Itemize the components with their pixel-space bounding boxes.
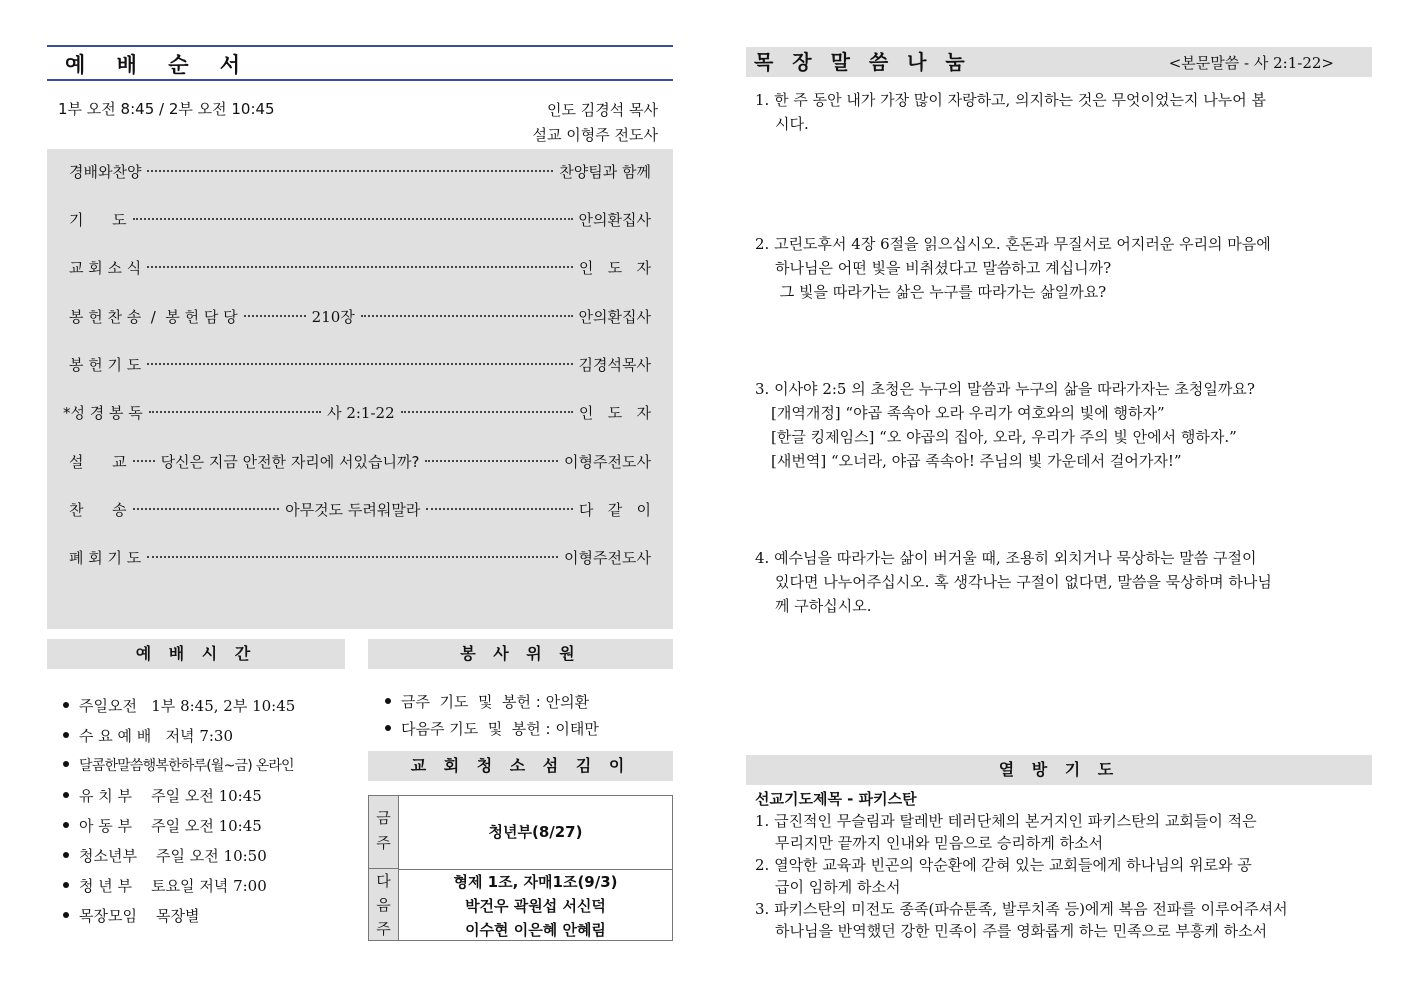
question-line: 하나님은 어떤 빛을 비취셨다고 말씀하고 계십니까? xyxy=(775,259,1112,277)
next-week-line: 박건우 곽원섭 서신덕 xyxy=(465,897,606,915)
order-label: 찬 송 xyxy=(69,500,127,519)
next-week-team xyxy=(399,870,672,942)
list-item: 아 동 부 주일 오전 10:45 xyxy=(79,817,262,835)
prayer-line: 2. 열악한 교육과 빈곤의 악순환에 갇혀 있는 교회들에게 하나님의 위로와 공 xyxy=(755,856,1252,874)
list-item: 금주 기도 및 봉헌 : 안의환 xyxy=(401,693,590,711)
cleaning-title: 교 회 청 소 섬 김 이 xyxy=(368,751,673,781)
order-row xyxy=(69,256,651,278)
question-line: 그 빛을 따라가는 삶은 누구를 따라가는 삶일까요? xyxy=(775,283,1107,301)
sharing-title: 목 장 말 씀 나 눔 xyxy=(754,50,971,74)
next-week-line: 이수현 이은혜 안혜림 xyxy=(465,921,606,939)
order-right: 이형주전도사 xyxy=(564,548,651,567)
this-week-label: 금 주 xyxy=(369,796,399,869)
order-row xyxy=(69,546,651,568)
order-row xyxy=(69,498,651,520)
order-row xyxy=(69,208,651,230)
order-label: 경배와찬양 xyxy=(69,162,142,181)
list-item: 달콤한말씀행복한하루(월~금) 온라인 xyxy=(79,758,294,774)
order-right: 인 도 자 xyxy=(578,258,651,277)
next-week-line: 형제 1조, 자매1조(9/3) xyxy=(453,873,618,891)
worship-time: 1부 오전 8:45 / 2부 오전 10:45 xyxy=(58,100,275,118)
order-mid: 210장 xyxy=(311,307,355,326)
servants-title: 봉 사 위 원 xyxy=(368,639,673,669)
order-row xyxy=(69,450,651,472)
prayer-line: 3. 파키스탄의 미전도 종족(파슈툰족, 발루치족 등)에게 복음 전파를 이루어주셔서 xyxy=(755,900,1288,918)
order-label: *성 경 봉 독 xyxy=(63,403,143,422)
order-mid: 당신은 지금 안전한 자리에 서있습니까? xyxy=(160,452,420,471)
sharing-header xyxy=(746,47,1372,77)
order-label: 봉 헌 기 도 xyxy=(69,355,142,374)
list-item: 청소년부 주일 오전 10:50 xyxy=(79,847,267,865)
question-line: 시다. xyxy=(775,115,809,133)
prayer-title: 열 방 기 도 xyxy=(746,755,1372,785)
leader: 인도 김경석 목사 xyxy=(547,101,658,119)
question-3 xyxy=(755,377,1365,473)
this-week-team: 청년부(8/27) xyxy=(399,796,672,870)
order-right: 다 같 이 xyxy=(578,500,651,519)
question-line: 있다면 나누어주십시오. 혹 생각나는 구절이 없다면, 말씀을 묵상하며 하나님 xyxy=(775,573,1272,591)
list-item: 다음주 기도 및 봉헌 : 이태만 xyxy=(401,720,599,738)
order-right: 김경석목사 xyxy=(578,355,651,374)
prayer-heading: 선교기도제목 - 파키스탄 xyxy=(755,790,917,808)
order-row xyxy=(69,353,651,375)
question-line: [새번역] “오너라, 야곱 족속아! 주님의 빛 가운데서 걸어가자!” xyxy=(771,452,1182,470)
order-mid: 사 2:1-22 xyxy=(327,403,395,422)
order-right: 안의환집사 xyxy=(578,210,651,229)
list-item: 목장모임 목장별 xyxy=(79,907,200,925)
worship-order-box xyxy=(47,149,673,629)
scripture-ref: <본문말씀 - 사 2:1-22> xyxy=(1168,54,1334,72)
worship-order-title: 예 배 순 서 xyxy=(47,45,673,81)
order-label: 교 회 소 식 xyxy=(69,258,142,277)
order-row xyxy=(63,401,651,423)
order-row xyxy=(69,160,651,182)
prayer-line: 무리지만 끝까지 인내와 믿음으로 승리하게 하소서 xyxy=(775,834,1104,852)
question-line: 1. 한 주 동안 내가 가장 많이 자랑하고, 의지하는 것은 무엇이었는지 나누어 봅 xyxy=(755,91,1266,109)
prayer-line: 1. 급진적인 무슬림과 탈레반 테러단체의 본거지인 파키스탄의 교회들이 적은 xyxy=(755,812,1257,830)
order-right: 인 도 자 xyxy=(578,403,652,422)
question-line: [개역개정] “야곱 족속아 오라 우리가 여호와의 빛에 행하자” xyxy=(771,404,1165,422)
question-line: 4. 예수님을 따라가는 삶이 버거울 때, 조용히 외치거나 묵상하는 말씀 구절이 xyxy=(755,549,1257,567)
order-right: 찬양팀과 함께 xyxy=(559,162,651,181)
prayer-body xyxy=(755,788,1367,942)
prayer-line: 하나님을 반역했던 강한 민족이 주를 영화롭게 하는 민족으로 부흥케 하소서 xyxy=(775,922,1268,940)
question-4 xyxy=(755,546,1365,618)
question-line: 2. 고린도후서 4장 6절을 읽으십시오. 혼돈과 무질서로 어지러운 우리의 마음에 xyxy=(755,235,1271,253)
order-right: 이형주전도사 xyxy=(564,452,651,471)
preacher: 설교 이형주 전도사 xyxy=(532,126,658,144)
list-item: 주일오전 1부 8:45, 2부 10:45 xyxy=(79,697,296,715)
list-item: 유 치 부 주일 오전 10:45 xyxy=(79,787,262,805)
order-label: 봉 헌 찬 송 / 봉 헌 담 당 xyxy=(69,307,238,326)
list-item: 수 요 예 배 저녁 7:30 xyxy=(79,727,234,745)
prayer-line: 급이 임하게 하소서 xyxy=(775,878,901,896)
next-week-label: 다 음 주 xyxy=(369,869,399,940)
cleaning-table xyxy=(368,795,673,941)
order-row xyxy=(69,305,651,327)
question-1 xyxy=(755,88,1365,136)
worship-leaders xyxy=(533,98,658,148)
order-right: 안의환집사 xyxy=(578,307,651,326)
question-line: 3. 이사야 2:5 의 초청은 누구의 말씀과 누구의 삶을 따라가자는 초청일까요? xyxy=(755,380,1255,398)
list-item: 청 년 부 토요일 저녁 7:00 xyxy=(79,877,267,895)
question-2 xyxy=(755,232,1365,304)
question-line: [한글 킹제임스] “오 야곱의 집아, 오라, 우리가 주의 빛 안에서 행하자.” xyxy=(771,428,1237,446)
order-label: 기 도 xyxy=(69,210,127,229)
question-line: 께 구하십시오. xyxy=(775,597,872,615)
order-label: 폐 회 기 도 xyxy=(69,548,142,567)
service-times-title: 예 배 시 간 xyxy=(47,639,345,669)
order-label: 설 교 xyxy=(69,452,127,471)
order-mid: 아무것도 두려워말라 xyxy=(285,500,421,519)
